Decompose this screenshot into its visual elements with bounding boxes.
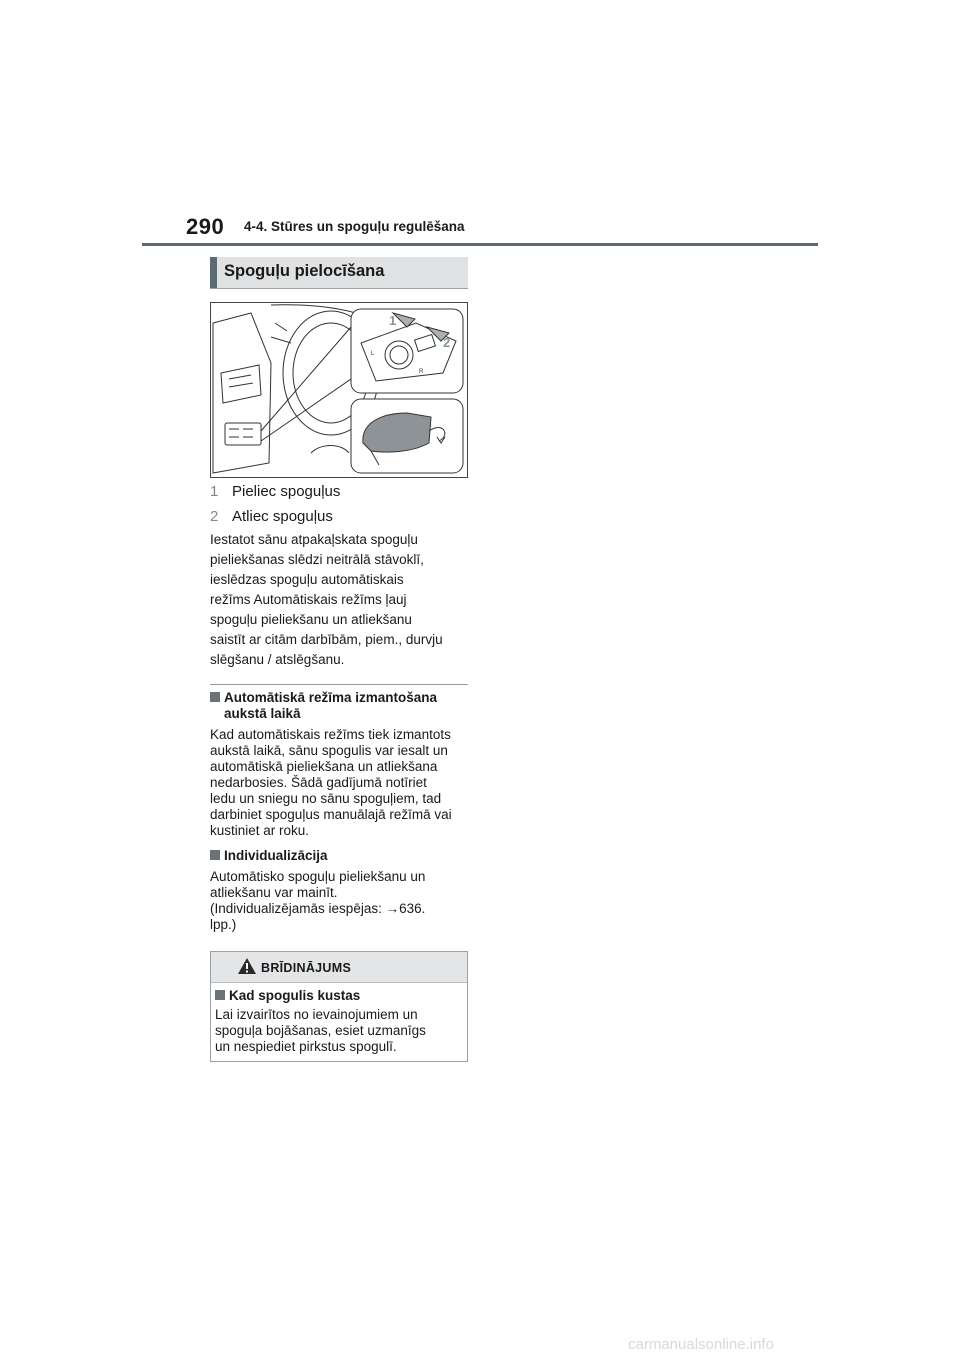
bullet-square-icon	[210, 850, 220, 860]
intro-line: saistīt ar citām darbībām, piem., durvju	[210, 632, 443, 647]
step-1-text: Pieliec spoguļus	[232, 483, 341, 500]
switch-label-right: R	[419, 369, 424, 375]
watermark: carmanualsonline.info	[628, 1336, 774, 1353]
warning-line: un nespiediet pirkstus spogulī.	[215, 1039, 397, 1054]
custom-line: Automātisko spoguļu pieliekšanu un	[210, 869, 426, 884]
section-divider	[210, 684, 468, 685]
customization-heading	[210, 848, 470, 864]
cold-line: ledu un sniegu no sānu spoguļiem, tad	[210, 791, 442, 806]
cold-weather-heading	[210, 690, 470, 722]
callout-1: 1	[389, 313, 397, 328]
step-2-text: Atliec spoguļus	[232, 508, 333, 525]
cold-line: aukstā laikā, sānu spogulis var iesalt un	[210, 743, 448, 758]
warning-line: Lai izvairītos no ievainojumiem un	[215, 1007, 418, 1022]
cold-heading-line2: aukstā laikā	[224, 706, 301, 721]
door-handle-recess	[221, 365, 261, 403]
page-number: 290	[186, 214, 225, 239]
intro-paragraph	[210, 530, 470, 670]
warning-header	[211, 952, 467, 983]
zoom-line-bottom	[261, 379, 351, 441]
intro-line: spoguļu pieliekšanu un atliekšanu	[210, 612, 412, 627]
cold-weather-text	[210, 727, 472, 839]
customization-heading-text: Individualizācija	[224, 848, 328, 863]
intro-line: pieliekšanas slēdzi neitrālā stāvoklī,	[210, 552, 424, 567]
intro-line: slēgšanu / atslēgšanu.	[210, 652, 345, 667]
illustration-svg	[211, 303, 467, 477]
warning-label: BRĪDINĀJUMS	[261, 961, 352, 975]
intro-line: Iestatot sānu atpakaļskata spoguļu	[210, 532, 418, 547]
cold-heading-line1: Automātiskā režīma izmantošana	[224, 690, 438, 705]
dash-vents	[271, 323, 291, 343]
cold-line: nedarbosies. Šādā gadījumā notīriet	[210, 775, 427, 790]
window-switch-keys	[229, 429, 253, 437]
step-1	[210, 483, 340, 500]
intro-line: režīms Automātiskais režīms ļauj	[210, 592, 407, 607]
window-switch-panel	[225, 423, 261, 445]
door-panel	[213, 313, 271, 473]
title-box	[210, 257, 468, 289]
warning-heading	[215, 988, 360, 1003]
bullet-square-icon	[210, 692, 220, 702]
custom-line: (Individualizējamās iespējas: →636.	[210, 901, 426, 916]
header-rule	[142, 243, 818, 246]
page-title: Spoguļu pielocīšana	[224, 262, 385, 280]
warning-heading-text: Kad spogulis kustas	[229, 988, 361, 1003]
mirror-folding-illustration	[210, 302, 468, 478]
cold-line: darbiniet spoguļus manuālajā režīmā vai	[210, 807, 452, 822]
step-1-number: 1	[210, 483, 219, 500]
switch-label-left: L	[371, 351, 375, 357]
cold-line: Kad automātiskais režīms tiek izmantots	[210, 727, 451, 742]
section-title: 4-4. Stūres un spoguļu regulēšana	[244, 219, 465, 234]
step-2	[210, 508, 333, 525]
cold-line: automātiskā pieliekšana un atliekšana	[210, 759, 438, 774]
zoom-line-top	[261, 327, 351, 431]
title-accent-bar	[210, 257, 217, 288]
customization-text	[210, 869, 472, 933]
custom-line: lpp.)	[210, 917, 237, 932]
warning-triangle-icon	[237, 957, 257, 975]
warning-line: spoguļa bojāšanas, esiet uzmanīgs	[215, 1023, 426, 1038]
callout-2: 2	[443, 335, 451, 350]
cold-line: kustiniet ar roku.	[210, 823, 310, 838]
lower-dash	[311, 446, 349, 454]
door-handle-lines	[229, 375, 253, 387]
bullet-square-icon	[215, 990, 225, 1000]
custom-line: atliekšanu var mainīt.	[210, 885, 338, 900]
warning-text	[215, 1007, 465, 1055]
warning-box	[210, 951, 468, 1062]
intro-line: ieslēdzas spoguļu automātiskais	[210, 572, 404, 587]
step-2-number: 2	[210, 508, 219, 525]
